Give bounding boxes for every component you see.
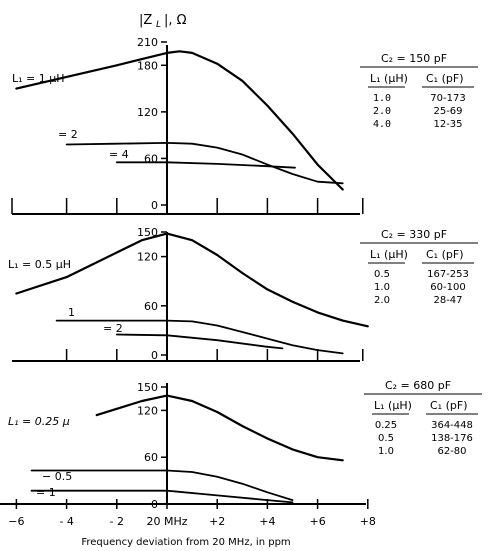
table-header: C₂ = 680 pF xyxy=(384,379,452,392)
series-line xyxy=(16,51,342,189)
series-label: L₁ = 0.5 μH xyxy=(8,258,72,271)
y-tick-label: 150 xyxy=(137,226,158,239)
axes-layer xyxy=(0,42,368,509)
series-label: = 2 xyxy=(103,322,123,335)
table-cell: 1.0 xyxy=(378,446,394,457)
table-header: C₂ = 150 pF xyxy=(380,52,448,65)
table-cell: 167-253 xyxy=(427,269,469,280)
y-tick-label: 120 xyxy=(137,250,158,264)
series-label: − 0.5 xyxy=(42,470,73,483)
series-line xyxy=(97,396,343,461)
y-tick-label: 0 xyxy=(151,349,158,362)
table-cell: 1.0 xyxy=(372,93,392,104)
y-tick-label: 120 xyxy=(137,105,158,119)
x-tick-label: +4 xyxy=(259,515,276,528)
y-axis-label-unit: |, Ω xyxy=(164,13,187,28)
table-col-header: C₁ (pF) xyxy=(430,399,468,412)
table-cell: 60-100 xyxy=(430,282,466,293)
series-label: = 2 xyxy=(58,128,78,141)
y-tick-label: 60 xyxy=(144,299,158,313)
x-tick-label: +6 xyxy=(309,515,326,528)
table-cell: 62-80 xyxy=(437,446,467,457)
series-label: 1 xyxy=(68,306,75,319)
y-tick-label: 0 xyxy=(151,498,158,511)
curves-layer xyxy=(16,51,367,502)
x-tick-label: - 2 xyxy=(109,515,125,528)
table-cell: 1.0 xyxy=(374,282,390,293)
x-tick-label: 20 MHz xyxy=(146,515,188,528)
table-cell: 28-47 xyxy=(433,295,463,306)
table-cell: 0.25 xyxy=(374,420,398,431)
table-cell: 138-176 xyxy=(431,433,473,444)
table-col-header: C₁ (pF) xyxy=(426,248,464,261)
table-cell: 2.0 xyxy=(374,295,390,306)
table-cell: 2.0 xyxy=(372,106,392,117)
x-tick-label: - 4 xyxy=(59,515,74,528)
y-tick-label: 0 xyxy=(151,199,158,212)
table-header: C₂ = 330 pF xyxy=(380,228,448,241)
table-cell: 12-35 xyxy=(433,119,463,130)
table-col-header: L₁ (μH) xyxy=(370,72,408,85)
table-cell: 0.5 xyxy=(374,269,390,280)
table-col-header: L₁ (μH) xyxy=(374,399,412,412)
x-tick-label: −6 xyxy=(8,515,25,528)
table-col-header: C₁ (pF) xyxy=(426,72,464,85)
series-label: = 4 xyxy=(109,148,129,161)
x-axis-label: Frequency deviation from 20 MHz, in ppm xyxy=(81,537,291,548)
y-tick-label: 60 xyxy=(144,451,158,465)
y-tick-label: 180 xyxy=(137,59,158,73)
series-line xyxy=(32,491,293,503)
series-label: = 1 xyxy=(36,486,56,499)
series-label: L₁ = 1 μH xyxy=(12,72,65,85)
y-axis-label: |Z xyxy=(139,13,153,28)
table-col-header: L₁ (μH) xyxy=(370,248,408,261)
table-cell: 364-448 xyxy=(431,420,473,431)
y-axis-label-sub: L xyxy=(156,20,162,30)
tables-layer xyxy=(360,52,482,457)
table-cell: 25-69 xyxy=(433,106,463,117)
y-tick-label: 120 xyxy=(137,404,158,418)
y-tick-label: 150 xyxy=(137,381,158,394)
labels-layer xyxy=(8,13,376,548)
x-tick-label: +8 xyxy=(359,515,376,528)
table-cell: 4.0 xyxy=(372,119,392,130)
series-line xyxy=(57,321,343,354)
x-tick-label: +2 xyxy=(209,515,226,528)
y-tick-label: 210 xyxy=(137,36,158,49)
table-cell: 70-173 xyxy=(430,93,466,104)
table-cell: 0.5 xyxy=(378,433,394,444)
y-tick-label: 60 xyxy=(144,152,158,166)
series-label: L₁ = 0.25 μ xyxy=(8,415,70,428)
